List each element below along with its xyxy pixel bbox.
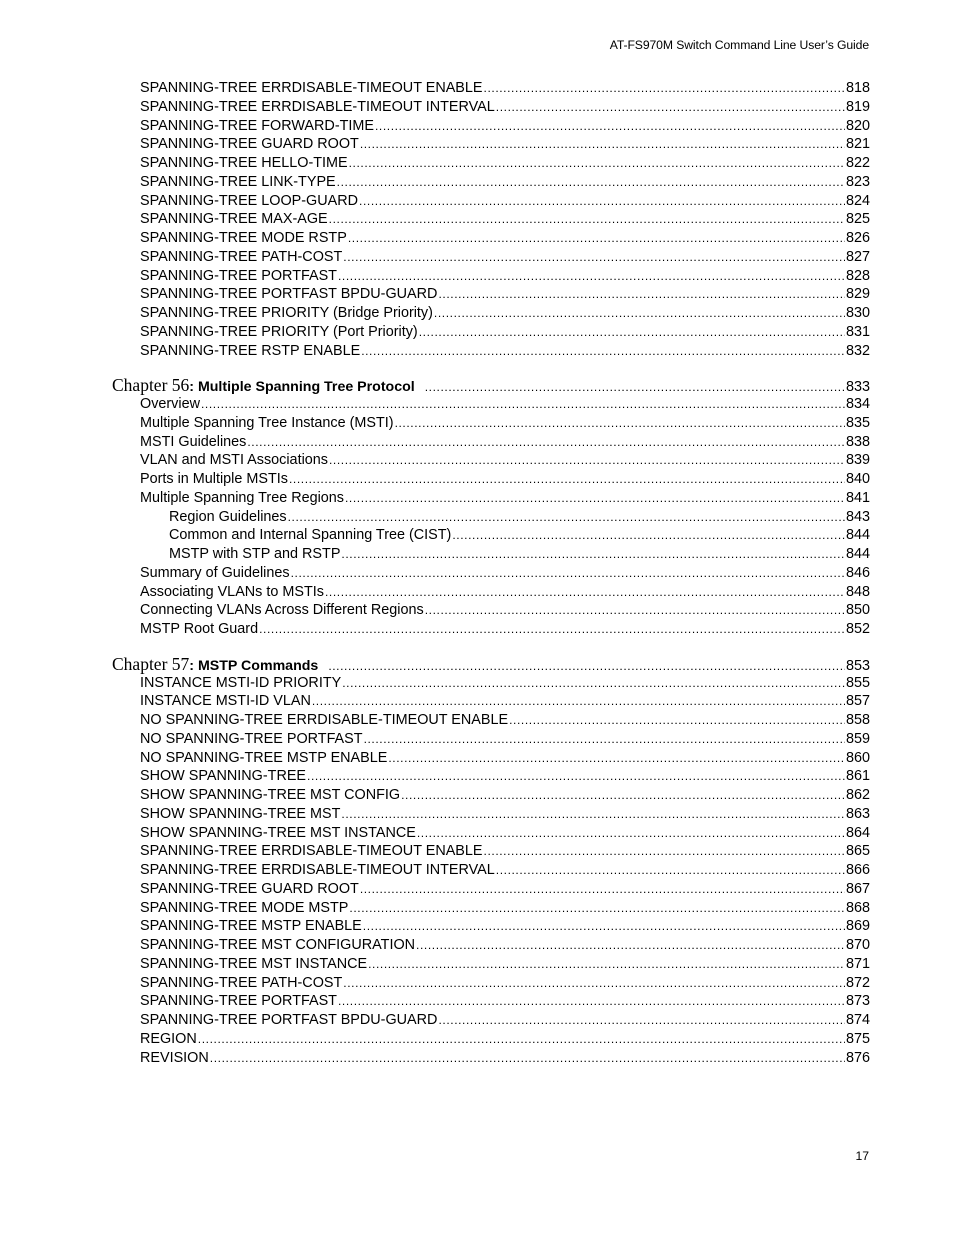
toc-entry-title: SPANNING-TREE HELLO-TIME: [140, 155, 348, 171]
dot-leader: [343, 974, 845, 993]
dot-leader: [247, 433, 845, 452]
toc-entry[interactable]: [112, 1011, 870, 1030]
toc-entry-page-number: 875: [845, 1030, 870, 1047]
toc-entry-title: SPANNING-TREE GUARD ROOT: [140, 136, 359, 153]
dot-leader: [349, 899, 845, 918]
dot-leader: [484, 842, 845, 861]
dot-leader: [325, 583, 845, 602]
toc-entry-page-number: 864: [845, 824, 870, 841]
dot-leader: [425, 601, 845, 620]
toc-entry-page-number: 834: [845, 396, 870, 412]
toc-entry-title: Common and Internal Spanning Tree (CIST): [169, 527, 452, 544]
toc-entry-page-number: 832: [845, 342, 870, 359]
toc-entry[interactable]: [112, 786, 870, 805]
toc-entry-title: SHOW SPANNING-TREE MST: [140, 805, 341, 822]
toc-entry-title: MSTI Guidelines: [140, 433, 247, 450]
toc-entry-title: SPANNING-TREE MODE RSTP: [140, 230, 347, 246]
toc-entry[interactable]: [112, 1030, 870, 1049]
toc-entry-page-number: 850: [845, 602, 870, 619]
toc-entry-page-number: 867: [845, 880, 870, 897]
toc-entry-page-number: 865: [845, 843, 870, 860]
toc-entry-page-number: 820: [845, 117, 870, 134]
toc-entry-title: Overview: [140, 396, 200, 412]
dot-leader: [484, 79, 845, 98]
toc-entry[interactable]: [112, 767, 870, 786]
toc-entry-page-number: 826: [845, 230, 870, 246]
toc-entry[interactable]: [112, 545, 870, 564]
dot-leader: [341, 805, 845, 824]
toc-entry[interactable]: [112, 508, 870, 527]
toc-entry-title: SPANNING-TREE ERRDISABLE-TIMEOUT INTERVAL: [140, 862, 495, 878]
toc-entry-title: Ports in Multiple MSTIs: [140, 471, 288, 487]
toc-entry[interactable]: [112, 899, 870, 918]
chapter-page-number: 853: [845, 657, 870, 674]
dot-leader: [307, 767, 845, 786]
dot-leader: [496, 98, 845, 117]
toc-entry-title: MSTP with STP and RSTP: [169, 546, 341, 562]
toc-entry[interactable]: [112, 974, 870, 993]
toc-entry-page-number: 859: [845, 730, 870, 747]
toc-entry-page-number: 874: [845, 1012, 870, 1028]
toc-entry-title: SPANNING-TREE ERRDISABLE-TIMEOUT ENABLE: [140, 80, 483, 96]
toc-entry-page-number: 863: [845, 805, 870, 822]
toc-entry[interactable]: [112, 620, 870, 639]
toc-entry-title: SPANNING-TREE PORTFAST: [140, 267, 337, 284]
toc-entry-page-number: 828: [845, 267, 870, 284]
toc-entry[interactable]: [112, 674, 870, 693]
dot-leader: [361, 342, 845, 361]
toc-entry-title: MSTP Root Guard: [140, 621, 259, 637]
dot-leader: [419, 323, 845, 342]
toc-entry[interactable]: [112, 173, 870, 192]
dot-leader: [509, 711, 845, 730]
toc-entry-title: Connecting VLANs Across Different Regions: [140, 602, 424, 619]
toc-entry[interactable]: [112, 98, 870, 117]
chapter-title: : MSTP Commands: [189, 657, 319, 674]
toc-entry-title: NO SPANNING-TREE PORTFAST: [140, 730, 363, 747]
toc-entry-title: INSTANCE MSTI-ID PRIORITY: [140, 674, 342, 691]
toc-entry[interactable]: [112, 936, 870, 955]
dot-leader: [338, 267, 845, 286]
toc-entry-page-number: 861: [845, 768, 870, 785]
toc-entry-page-number: 818: [845, 80, 870, 96]
dot-leader: [368, 955, 845, 974]
toc-entry[interactable]: [112, 451, 870, 470]
toc-entry[interactable]: [112, 267, 870, 286]
toc-entry-title: SPANNING-TREE FORWARD-TIME: [140, 117, 374, 134]
toc-entry[interactable]: [112, 304, 870, 323]
chapter-title: : Multiple Spanning Tree Protocol: [189, 379, 415, 396]
toc-entry[interactable]: [112, 192, 870, 211]
toc-entry[interactable]: [112, 342, 870, 361]
toc-entry-page-number: 819: [845, 98, 870, 115]
toc-entry-title: VLAN and MSTI Associations: [140, 452, 328, 469]
dot-leader: [342, 674, 845, 693]
dot-leader: [359, 192, 845, 211]
dot-leader: [395, 414, 845, 433]
dot-leader: [434, 304, 845, 323]
dot-leader: [375, 117, 845, 136]
toc-entry-page-number: 844: [845, 527, 870, 544]
dot-leader: [363, 917, 845, 936]
toc-group-top: [112, 79, 870, 360]
dot-leader: [416, 936, 845, 955]
dot-leader: [288, 508, 845, 527]
toc-entry-page-number: 823: [845, 173, 870, 190]
toc-entry-title: SPANNING-TREE PRIORITY (Port Priority): [140, 323, 418, 340]
dot-leader: [417, 824, 845, 843]
toc-entry[interactable]: [112, 692, 870, 711]
toc-entry[interactable]: [112, 992, 870, 1011]
dot-leader: [312, 692, 845, 711]
chapter-label: Chapter 57: [112, 653, 190, 674]
toc-entry-title: SPANNING-TREE PATH-COST: [140, 248, 343, 265]
toc-entry-page-number: 860: [845, 749, 870, 766]
toc-entry-page-number: 829: [845, 286, 870, 303]
dot-leader: [452, 526, 845, 545]
dot-leader: [291, 564, 845, 583]
dot-leader: [201, 395, 845, 414]
dot-leader: [343, 248, 845, 267]
toc-entry-title: Region Guidelines: [169, 508, 287, 525]
toc-entry-page-number: 822: [845, 155, 870, 171]
toc-entry-title: SHOW SPANNING-TREE MST CONFIG: [140, 787, 401, 803]
toc-entry-title: Multiple Spanning Tree Instance (MSTI): [140, 414, 394, 431]
toc-entry-title: Summary of Guidelines: [140, 564, 290, 581]
toc-entry-title: SPANNING-TREE PORTFAST BPDU-GUARD: [140, 1012, 438, 1028]
toc-entry-title: INSTANCE MSTI-ID VLAN: [140, 693, 311, 710]
toc-group-chapter-56: [112, 395, 870, 639]
toc-entry-page-number: 839: [845, 452, 870, 469]
toc-entry[interactable]: [112, 749, 870, 768]
toc-entry-page-number: 855: [845, 674, 870, 691]
toc-entry-title: SPANNING-TREE LOOP-GUARD: [140, 192, 359, 209]
toc-entry-title: SPANNING-TREE PATH-COST: [140, 974, 343, 991]
toc-entry[interactable]: [112, 880, 870, 899]
table-of-contents: [112, 79, 870, 1067]
dot-leader: [338, 992, 845, 1011]
toc-entry-title: SPANNING-TREE MODE MSTP: [140, 899, 349, 916]
page-number: 17: [855, 1149, 869, 1163]
toc-entry-page-number: 848: [845, 583, 870, 600]
toc-entry-title: SPANNING-TREE PORTFAST BPDU-GUARD: [140, 286, 438, 303]
dot-leader: [360, 135, 845, 154]
toc-entry[interactable]: [112, 210, 870, 229]
toc-entry-page-number: 824: [845, 192, 870, 209]
toc-entry[interactable]: [112, 117, 870, 136]
toc-entry-page-number: 841: [845, 489, 870, 506]
dot-leader: [329, 210, 845, 229]
dot-leader: [341, 545, 845, 564]
chapter-label: Chapter 56: [112, 375, 190, 396]
toc-entry[interactable]: [112, 79, 870, 98]
toc-entry[interactable]: [112, 955, 870, 974]
toc-entry-title: SPANNING-TREE PRIORITY (Bridge Priority): [140, 305, 433, 321]
toc-group-chapter-57: [112, 674, 870, 1068]
toc-entry-title: NO SPANNING-TREE MSTP ENABLE: [140, 749, 388, 766]
chapter-page-number: 833: [845, 379, 870, 396]
dot-leader: [198, 1030, 845, 1049]
toc-entry[interactable]: [112, 154, 870, 173]
dot-leader: [438, 285, 845, 304]
toc-entry-title: SPANNING-TREE PORTFAST: [140, 993, 337, 1010]
toc-entry[interactable]: [112, 583, 870, 602]
toc-entry-page-number: 866: [845, 862, 870, 878]
toc-entry[interactable]: [112, 323, 870, 342]
toc-entry-title: Multiple Spanning Tree Regions: [140, 489, 344, 506]
toc-entry[interactable]: [112, 601, 870, 620]
toc-entry-title: REVISION: [140, 1049, 209, 1066]
dot-leader: [388, 749, 845, 768]
toc-entry-title: SPANNING-TREE MSTP ENABLE: [140, 918, 362, 935]
dot-leader: [210, 1049, 845, 1068]
toc-entry[interactable]: [112, 395, 870, 414]
toc-entry[interactable]: [112, 824, 870, 843]
toc-entry-page-number: 870: [845, 937, 870, 953]
toc-entry-page-number: 857: [845, 693, 870, 710]
dot-leader: [401, 786, 845, 805]
toc-entry-page-number: 838: [845, 433, 870, 450]
toc-entry-page-number: 871: [845, 955, 870, 972]
dot-leader: [329, 451, 845, 470]
dot-leader: [348, 229, 845, 248]
toc-entry-title: SHOW SPANNING-TREE MST INSTANCE: [140, 824, 416, 841]
dot-leader: [364, 730, 845, 749]
toc-entry-page-number: 876: [845, 1049, 870, 1066]
toc-entry[interactable]: [112, 730, 870, 749]
toc-entry[interactable]: [112, 805, 870, 824]
toc-entry-title: SPANNING-TREE MAX-AGE: [140, 211, 328, 228]
dot-leader: [259, 620, 845, 639]
toc-entry-page-number: 869: [845, 918, 870, 935]
toc-entry-page-number: 858: [845, 712, 870, 728]
toc-entry[interactable]: [112, 564, 870, 583]
toc-entry[interactable]: [112, 414, 870, 433]
toc-entry-title: SPANNING-TREE RSTP ENABLE: [140, 342, 361, 359]
chapter-56-heading[interactable]: [112, 376, 870, 395]
toc-entry-page-number: 862: [845, 787, 870, 803]
toc-entry-page-number: 844: [845, 546, 870, 562]
toc-entry-title: SPANNING-TREE LINK-TYPE: [140, 173, 336, 190]
toc-entry-title: SPANNING-TREE ERRDISABLE-TIMEOUT ENABLE: [140, 843, 483, 860]
dot-leader: [349, 154, 845, 173]
toc-entry-page-number: 868: [845, 899, 870, 916]
toc-entry-page-number: 872: [845, 974, 870, 991]
dot-leader: [438, 1011, 845, 1030]
toc-entry[interactable]: [112, 711, 870, 730]
chapter-57-heading[interactable]: [112, 655, 870, 674]
toc-entry[interactable]: [112, 470, 870, 489]
toc-entry[interactable]: [112, 229, 870, 248]
toc-entry-title: SPANNING-TREE MST CONFIGURATION: [140, 937, 416, 953]
toc-entry-page-number: 873: [845, 993, 870, 1010]
dot-leader: [345, 489, 845, 508]
toc-entry[interactable]: [112, 1049, 870, 1068]
toc-entry-page-number: 821: [845, 136, 870, 153]
toc-entry-page-number: 835: [845, 414, 870, 431]
toc-entry-page-number: 827: [845, 248, 870, 265]
toc-entry[interactable]: [112, 861, 870, 880]
toc-entry-title: REGION: [140, 1030, 197, 1047]
running-header: AT-FS970M Switch Command Line User’s Guide: [609, 38, 869, 52]
toc-entry-title: SHOW SPANNING-TREE: [140, 768, 307, 785]
toc-entry[interactable]: [112, 489, 870, 508]
dot-leader: [360, 880, 845, 899]
toc-entry[interactable]: [112, 526, 870, 545]
toc-entry-title: SPANNING-TREE GUARD ROOT: [140, 880, 359, 897]
toc-entry-title: SPANNING-TREE MST INSTANCE: [140, 955, 368, 972]
dot-leader: [496, 861, 845, 880]
toc-entry-page-number: 843: [845, 508, 870, 525]
toc-entry-page-number: 840: [845, 471, 870, 487]
dot-leader: [337, 173, 845, 192]
dot-leader: [289, 470, 845, 489]
toc-entry-page-number: 846: [845, 564, 870, 581]
toc-entry-title: NO SPANNING-TREE ERRDISABLE-TIMEOUT ENABLE: [140, 712, 509, 728]
toc-entry[interactable]: [112, 433, 870, 452]
toc-entry[interactable]: [112, 917, 870, 936]
toc-entry-page-number: 830: [845, 305, 870, 321]
toc-entry[interactable]: [112, 285, 870, 304]
toc-entry-title: SPANNING-TREE ERRDISABLE-TIMEOUT INTERVAL: [140, 98, 495, 115]
toc-entry[interactable]: [112, 135, 870, 154]
toc-entry-title: Associating VLANs to MSTIs: [140, 583, 324, 600]
toc-entry-page-number: 831: [845, 323, 870, 340]
toc-entry[interactable]: [112, 248, 870, 267]
toc-entry-page-number: 825: [845, 211, 870, 228]
toc-entry[interactable]: [112, 842, 870, 861]
toc-entry-page-number: 852: [845, 621, 870, 637]
